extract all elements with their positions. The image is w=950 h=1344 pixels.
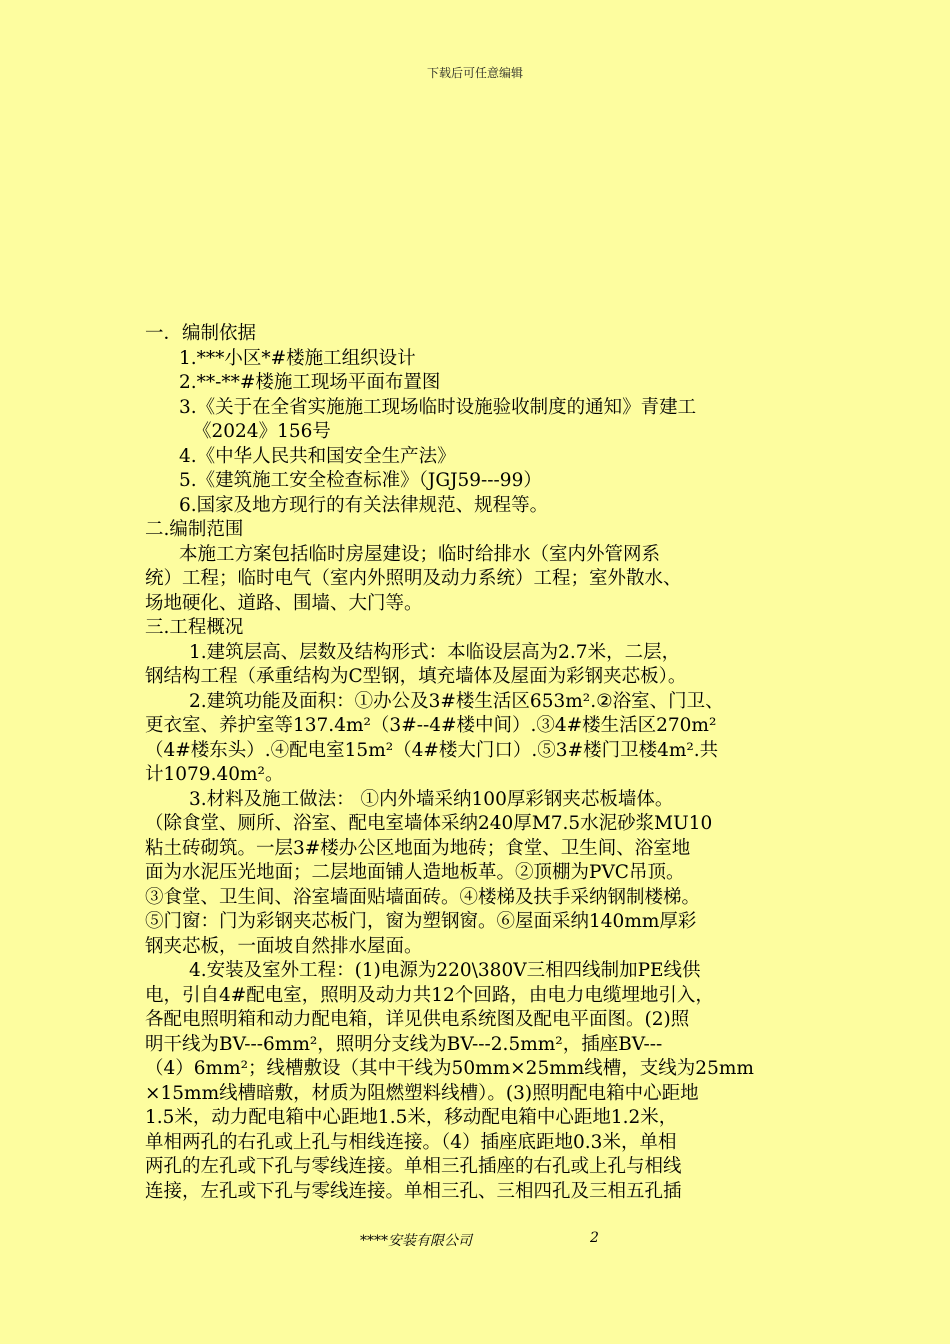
- text-line: ×15mm线槽暗敷，材质为阻燃塑料线槽）。(3)照明配电箱中心距地: [145, 1082, 699, 1104]
- text-line: 一．编制依据: [145, 323, 257, 344]
- text-line: 两孔的左孔或下孔与零线连接。单相三孔插座的右孔或上孔与相线: [145, 1156, 682, 1177]
- text-line: 钢结构工程（承重结构为C型钢，填充墙体及屋面为彩钢夹芯板）。: [145, 666, 687, 687]
- text-line: 二.编制范围: [145, 519, 244, 540]
- text-line: 本施工方案包括临时房屋建设；临时给排水（室内外管网系: [179, 543, 661, 565]
- text-line: 计1079.40m²。: [145, 764, 284, 785]
- text-line: 4.安装及室外工程：(1)电源为220\380V三相四线制加PE线供: [189, 960, 701, 981]
- text-line: （4#楼东头）.④配电室15m²（4#楼大门口）.⑤3#楼门卫楼4m².共: [145, 739, 719, 761]
- text-line: 各配电照明箱和动力配电箱，详见供电系统图及配电平面图。(2)照: [145, 1009, 690, 1030]
- text-line: 更衣室、养护室等137.4m²（3#--4#楼中间）.③4#楼生活区270m²: [145, 715, 717, 736]
- text-line: 3.《关于在全省实施施工现场临时设施验收制度的通知》青建工: [179, 396, 697, 418]
- text-line: （除食堂、厕所、浴室、配电室墙体采纳240厚M7.5水泥砂浆MU10: [145, 813, 713, 834]
- text-line: 单相两孔的右孔或上孔与相线连接。（4）插座底距地0.3米，单相: [145, 1131, 677, 1153]
- text-line: 三.工程概况: [145, 617, 244, 638]
- text-line: 面为水泥压光地面；二层地面铺人造地板革。②顶棚为PVC吊顶。: [145, 862, 685, 883]
- text-line: 1.***小区*#楼施工组织设计: [179, 347, 416, 369]
- text-line: 《2024》156号: [193, 421, 331, 442]
- text-line: 粘土砖砌筑。一层3#楼办公区地面为地砖；食堂、卫生间、浴室地: [145, 837, 691, 859]
- text-line: 电，引自4#配电室，照明及动力共12个回路，由电力电缆埋地引入，: [145, 984, 714, 1006]
- text-line: 3.材料及施工做法： ①内外墙采纳100厚彩钢夹芯板墙体。: [189, 788, 674, 810]
- text-line: 统）工程；临时电气（室内外照明及动力系统）工程；室外散水、: [145, 568, 682, 589]
- text-line: 2.建筑功能及面积：①办公及3#楼生活区653m².②浴室、门卫、: [189, 690, 724, 712]
- text-line: 1.5米，动力配电箱中心距地1.5米，移动配电箱中心距地1.2米，: [145, 1107, 678, 1128]
- text-line: 2.**-**#楼施工现场平面布置图: [179, 372, 441, 393]
- text-line: （4）6mm²；线槽敷设（其中干线为50mm×25mm线槽，支线为25mm: [145, 1058, 754, 1079]
- text-line: 4.《中华人民共和国安全生产法》: [179, 445, 456, 467]
- text-line: ③食堂、卫生间、浴室墙面贴墙面砖。④楼梯及扶手采纳钢制楼梯。: [145, 886, 701, 908]
- text-line: 钢夹芯板，一面坡自然排水屋面。: [145, 935, 423, 957]
- text-line: 连接，左孔或下孔与零线连接。单相三孔、三相四孔及三相五孔插: [145, 1180, 682, 1202]
- text-line: 6.国家及地方现行的有关法律规范、规程等。: [179, 494, 549, 516]
- text-line: ⑤门窗：门为彩钢夹芯板门，窗为塑钢窗。⑥屋面采纳140mm厚彩: [145, 911, 697, 932]
- text-line: 1.建筑层高、层数及结构形式：本临设层高为2.7米，二层，: [189, 641, 681, 663]
- text-line: 5.《建筑施工安全检查标准》（JGJ59---99）: [179, 470, 542, 491]
- text-line: 明干线为BV---6mm²，照明分支线为BV---2.5mm²，插座BV---: [145, 1033, 663, 1055]
- header-note: 下载后可任意编辑: [426, 66, 523, 80]
- document-body: [145, 322, 825, 1204]
- text-line: 场地硬化、道路、围墙、大门等。: [145, 592, 423, 614]
- footer-company: ****安装有限公司: [360, 1233, 472, 1249]
- page-number: 2: [590, 1230, 599, 1246]
